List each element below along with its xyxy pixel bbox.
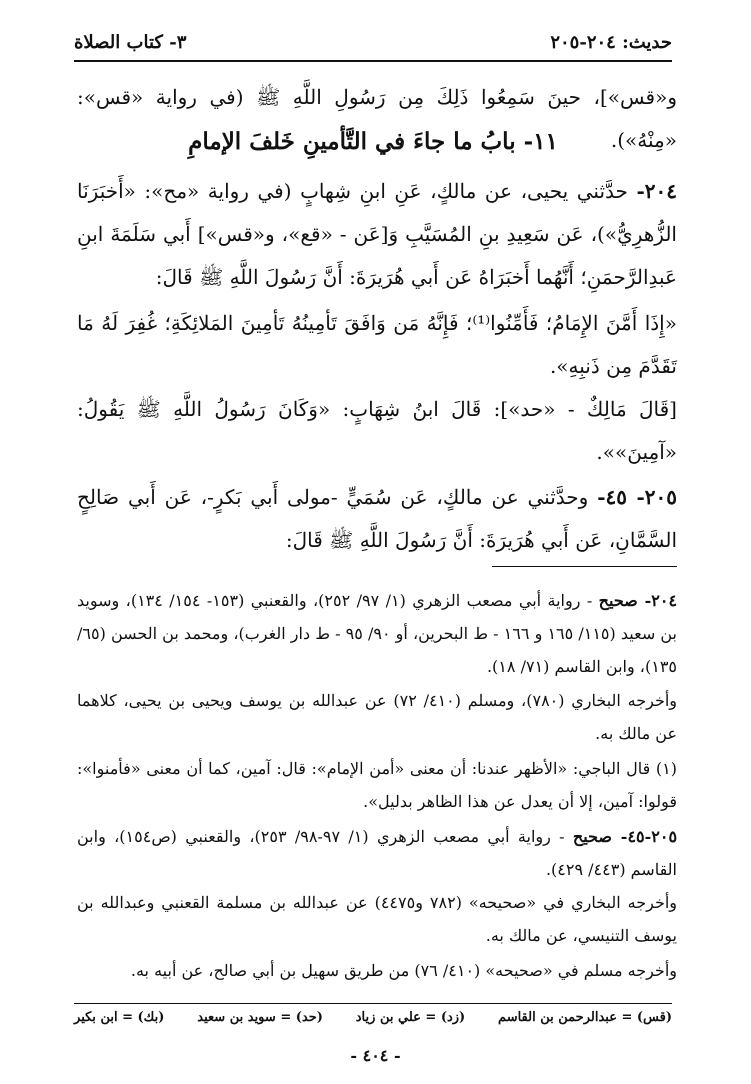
hadith-204-chain: حدَّثني يحيى، عن مالكٍ، عَنِ ابنِ شِهابٍ (في رواية «مح»: «أَخبَرَنَا الزُّهرِيُّ»)، عَن سَعِيدِ بنِ المُسَيَّبِ وَ[عَن - «قع»، و«قس»] أَبي سَلَمَةَ ابنِ عَبدِالرَّحمَنِ؛ أَنَّهُما أَخبَرَاهُ عَن أَبي هُرَيرَةَ: أَنَّ رَسُولَ اللَّهِ ﷺ قَالَ: <box>77 179 677 289</box>
header-rule <box>74 60 672 62</box>
hadith-204-addition: [قَالَ مَالِكٌ - «حد»]: قَالَ ابنُ شِهَابٍ: «وَكَانَ رَسُولُ اللَّهِ ﷺ يَقُولُ: «آمِينَ»». <box>77 397 677 464</box>
page-number: - ٤٠٤ - <box>350 1046 401 1065</box>
footnote-204-takhrij: وأخرجه البخاري (٧٨٠)، ومسلم (٤١٠/ ٧٢) عن عبدالله بن يوسف ويحيى بن يحيى، كلاهما عن مالك به. <box>77 691 678 743</box>
footnote-205-label: ٢٠٥-٤٥- صحيح <box>572 827 678 846</box>
continuation-line: و«قس»]، حينَ سَمِعُوا ذَلِكَ مِن رَسُولِ اللَّهِ ﷺ (في رواية «قس»: «مِنْهُ»). <box>77 85 677 152</box>
chapter-title: ١١- بابُ ما جاءَ في التَّأمينِ خَلفَ الإمامِ <box>188 128 558 155</box>
hadith-204-number: ٢٠٤- <box>636 179 677 203</box>
legend-qs: (قس) = عبدالرحمن بن القاسم <box>498 1010 672 1025</box>
hadith-204-paragraph <box>77 170 677 299</box>
footnote-205-text: - رواية أبي مصعب الزهري (١/ ٩٧-٩٨/ ٢٥٣)، والقعنبي (ص١٥٤)، وابن القاسم (٤٤٣/ ٤٢٩). <box>77 827 677 879</box>
footnote-1-baji: (١) قال الباجي: «الأظهر عندنا: أن معنى «أمن الإمام»: قال: آمين، كما أن معنى «فأمنوا»: قولوا: آمين، إلا أن يعدل عن هذا الظاهر بدليل». <box>77 759 677 811</box>
legend-hd: (حد) = سويد بن سعيد <box>197 1010 323 1025</box>
hadith-204-quote: «إِذَا أَمَّنَ الإِمَامُ؛ فَأَمِّنُوا⁽¹⁾؛ فَإِنَّهُ مَن وَافَقَ تَأمِينُهُ تَأمِينَ المَلائِكَةِ؛ غُفِرَ لَهُ مَا تَقَدَّمَ مِن ذَنبِهِ». <box>77 311 677 378</box>
header-hadith-range: حديث: ٢٠٤-٢٠٥ <box>550 31 672 53</box>
footnote-205-sources <box>77 820 677 886</box>
hadith-205-number: ٢٠٥- ٤٥- <box>597 485 677 509</box>
footnote-205-muslim: وأخرجه مسلم في «صحيحه» (٤١٠/ ٧٦) من طريق سهيل بن أبي صالح، عن أبيه به. <box>130 961 677 980</box>
hadith-205-paragraph <box>77 476 677 562</box>
footnote-204-text: - رواية أبي مصعب الزهري (١/ ٩٧/ ٢٥٢)، والقعنبي (١٥٣- ١٥٤/ ١٣٤)، وسويد بن سعيد (١١٥/ ١٦٥ و ١٦٦ - ط البحرين، أو ٩٠/ ٩٥ - ط دار الغرب)، ومحمد بن الحسن (٦٥/ ١٣٥)، وابن القاسم (٧١/ ١٨). <box>77 591 677 676</box>
legend-zd: (زد) = علي بن زياد <box>355 1010 466 1025</box>
legend-rule <box>74 1003 672 1004</box>
header-book-title: ٣- كتاب الصلاة <box>74 31 187 53</box>
footnote-205-bukhari: وأخرجه البخاري في «صحيحه» (٧٨٢ و٤٤٧٥) عن عبدالله بن مسلمة القعنبي وعبدالله بن يوسف التنيسي، عن مالك به. <box>77 893 678 945</box>
abbreviation-legend <box>74 1010 672 1025</box>
running-header <box>74 26 672 58</box>
footnote-204-sources <box>77 584 677 683</box>
footnote-rule <box>492 566 677 567</box>
legend-bk: (بك) = ابن بكير <box>74 1010 165 1025</box>
footnote-204-label: ٢٠٤- صحيح <box>598 591 678 610</box>
hadith-205-chain: وحدَّثني عن مالكٍ، عَن سُمَيٍّ -مولى أَبي بَكرٍ-، عَن أَبي صَالِحٍ السَّمَّانِ، عَن أَبي هُرَيرَةَ: أَنَّ رَسُولَ اللَّهِ ﷺ قَالَ: <box>77 485 677 552</box>
